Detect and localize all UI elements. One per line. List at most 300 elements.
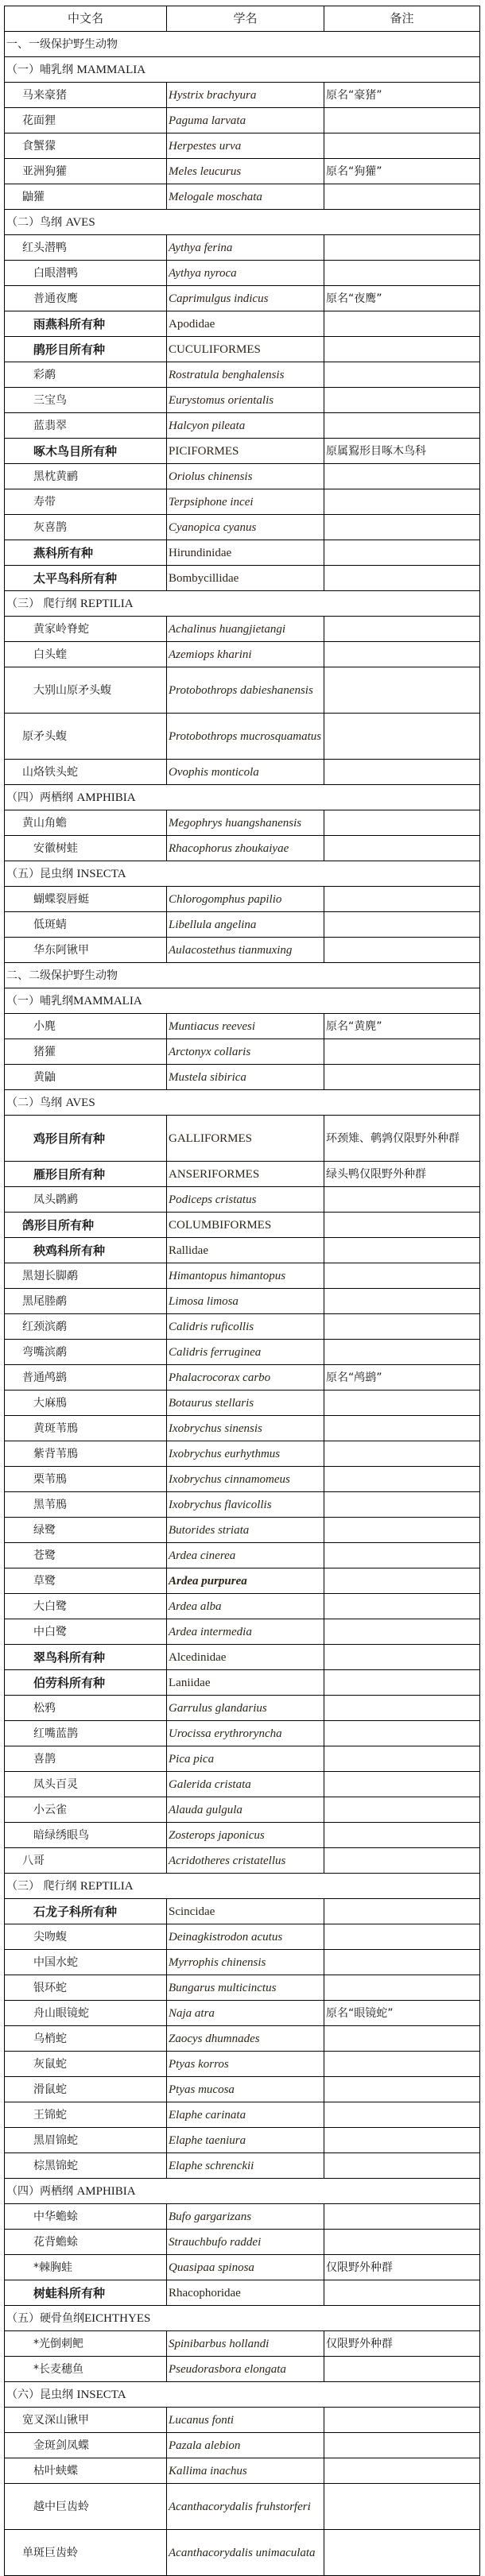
scientific-name-cell: Eurystomus orientalis xyxy=(167,388,324,413)
scientific-name-cell: Mustela sibirica xyxy=(167,1065,324,1090)
remarks-cell: 仅限野外种群 xyxy=(324,2255,480,2280)
chinese-name-cell: 王锦蛇 xyxy=(5,2102,167,2128)
chinese-name-cell: 三宝鸟 xyxy=(5,388,167,413)
table-row xyxy=(5,1238,480,1263)
remarks-cell: 原名“黄麂” xyxy=(324,1014,480,1039)
scientific-name-cell: Halcyon pileata xyxy=(167,413,324,439)
remarks-cell: 原名“豪猪” xyxy=(324,83,480,108)
scientific-name-cell: Zosterops japonicus xyxy=(167,1823,324,1848)
class-heading xyxy=(5,1874,480,1899)
scientific-name-cell: Ardea alba xyxy=(167,1594,324,1619)
chinese-name-cell: 白头蝰 xyxy=(5,642,167,667)
remarks-cell xyxy=(324,2408,480,2433)
scientific-name-cell: Melogale moschata xyxy=(167,184,324,210)
remarks-cell xyxy=(324,2357,480,2382)
scientific-name-cell: Libellula angelina xyxy=(167,912,324,938)
group-heading: 二、二级保护野生动物 xyxy=(5,963,480,988)
chinese-name-cell: 黄鼬 xyxy=(5,1065,167,1090)
scientific-name-cell: Ixobrychus cinnamomeus xyxy=(167,1467,324,1492)
remarks-cell xyxy=(324,1289,480,1314)
table-row xyxy=(5,1467,480,1492)
chinese-name-cell: 燕科所有种 xyxy=(5,540,167,566)
table-row xyxy=(5,1065,480,1090)
chinese-name-cell: 亚洲狗獾 xyxy=(5,159,167,184)
table-row xyxy=(5,83,480,108)
chinese-name-cell: 越中巨齿蛉 xyxy=(5,2484,167,2530)
protected-species-table xyxy=(4,6,480,2576)
table-row xyxy=(5,464,480,489)
table-row xyxy=(5,1365,480,1390)
remarks-cell xyxy=(324,464,480,489)
scientific-name-cell: Ovophis monticola xyxy=(167,760,324,785)
scientific-name-cell: Pazala alebion xyxy=(167,2433,324,2458)
remarks-cell xyxy=(324,1619,480,1645)
chinese-name-cell: 中华蟾蜍 xyxy=(5,2204,167,2230)
class-heading xyxy=(5,591,480,617)
remarks-cell xyxy=(324,1065,480,1090)
table-row xyxy=(5,2357,480,2382)
scientific-name-cell: Rostratula benghalensis xyxy=(167,362,324,388)
remarks-cell xyxy=(324,1543,480,1568)
scientific-name-cell: Zaocys dhumnades xyxy=(167,2026,324,2052)
table-row xyxy=(5,413,480,439)
table-row xyxy=(5,887,480,912)
table-row xyxy=(5,1721,480,1746)
remarks-cell xyxy=(324,2077,480,2102)
table-row xyxy=(5,1116,480,1162)
remarks-cell: 仅限野外种群 xyxy=(324,2331,480,2357)
remarks-cell xyxy=(324,1340,480,1365)
remarks-cell xyxy=(324,362,480,388)
remarks-cell xyxy=(324,2026,480,2052)
table-row xyxy=(5,1416,480,1441)
chinese-name-cell: 小云雀 xyxy=(5,1797,167,1823)
remarks-cell xyxy=(324,413,480,439)
remarks-cell xyxy=(324,515,480,540)
scientific-name-cell: Elaphe taeniura xyxy=(167,2128,324,2153)
scientific-name-cell: Limosa limosa xyxy=(167,1289,324,1314)
remarks-cell xyxy=(324,938,480,963)
remarks-cell xyxy=(324,311,480,337)
chinese-name-cell: *棘胸蛙 xyxy=(5,2255,167,2280)
class-heading-label: （一）哺乳纲 xyxy=(6,63,77,76)
scientific-name-cell: Apodidae xyxy=(167,311,324,337)
chinese-name-cell: 银环蛇 xyxy=(5,1975,167,2001)
table-row xyxy=(5,1975,480,2001)
chinese-name-cell: 黑尾塍鹬 xyxy=(5,1289,167,1314)
scientific-name-cell: Alcedinidae xyxy=(167,1645,324,1670)
table-row xyxy=(5,1848,480,1874)
table-row xyxy=(5,362,480,388)
table-row xyxy=(5,1670,480,1696)
scientific-name-cell: Ixobrychus eurhythmus xyxy=(167,1441,324,1467)
class-heading-latin: MAMMALIA xyxy=(73,994,142,1008)
table-row xyxy=(5,912,480,938)
table-row xyxy=(5,1645,480,1670)
remarks-cell xyxy=(324,1975,480,2001)
table-row xyxy=(5,2153,480,2179)
chinese-name-cell: 紫背苇鳽 xyxy=(5,1441,167,1467)
scientific-name-cell: Ixobrychus sinensis xyxy=(167,1416,324,1441)
table-row xyxy=(5,2408,480,2433)
table-body xyxy=(5,32,480,2576)
class-heading-row xyxy=(5,861,480,887)
scientific-name-cell: Acanthacorydalis fruhstorferi xyxy=(167,2484,324,2530)
table-row xyxy=(5,1518,480,1543)
chinese-name-cell: 普通鸬鹚 xyxy=(5,1365,167,1390)
chinese-name-cell: 蓝翡翠 xyxy=(5,413,167,439)
scientific-name-cell: Strauchbufo raddei xyxy=(167,2230,324,2255)
remarks-cell xyxy=(324,810,480,836)
table-row xyxy=(5,2458,480,2484)
scientific-name-cell: Megophrys huangshanensis xyxy=(167,810,324,836)
table-row xyxy=(5,2052,480,2077)
chinese-name-cell: 红头潜鸭 xyxy=(5,235,167,261)
table-row xyxy=(5,489,480,515)
chinese-name-cell: 啄木鸟目所有种 xyxy=(5,439,167,464)
scientific-name-cell: GALLIFORMES xyxy=(167,1116,324,1162)
chinese-name-cell: 鹃形目所有种 xyxy=(5,337,167,362)
chinese-name-cell: 黄山角蟾 xyxy=(5,810,167,836)
scientific-name-cell: Bungarus multicinctus xyxy=(167,1975,324,2001)
table-row xyxy=(5,2128,480,2153)
chinese-name-cell: 黑翅长脚鹬 xyxy=(5,1263,167,1289)
class-heading xyxy=(5,1090,480,1116)
remarks-cell xyxy=(324,1645,480,1670)
chinese-name-cell: 灰鼠蛇 xyxy=(5,2052,167,2077)
table-row xyxy=(5,388,480,413)
scientific-name-cell: Rallidae xyxy=(167,1238,324,1263)
chinese-name-cell: 绿鹭 xyxy=(5,1518,167,1543)
table-row xyxy=(5,810,480,836)
scientific-name-cell: Oriolus chinensis xyxy=(167,464,324,489)
table-row xyxy=(5,2102,480,2128)
remarks-cell xyxy=(324,133,480,159)
chinese-name-cell: 暗绿绣眼鸟 xyxy=(5,1823,167,1848)
scientific-name-cell: Ardea purpurea xyxy=(167,1568,324,1594)
chinese-name-cell: 黑枕黄鹂 xyxy=(5,464,167,489)
remarks-cell xyxy=(324,1441,480,1467)
table-row xyxy=(5,337,480,362)
table-row xyxy=(5,760,480,785)
remarks-cell xyxy=(324,1187,480,1213)
remarks-cell xyxy=(324,1721,480,1746)
scientific-name-cell: Meles leucurus xyxy=(167,159,324,184)
chinese-name-cell: 白眼潜鸭 xyxy=(5,261,167,286)
table-row xyxy=(5,286,480,311)
remarks-cell: 绿头鸭仅限野外种群 xyxy=(324,1162,480,1187)
scientific-name-cell: Urocissa erythroryncha xyxy=(167,1721,324,1746)
table-row xyxy=(5,938,480,963)
table-row xyxy=(5,1187,480,1213)
class-heading-row xyxy=(5,57,480,83)
scientific-name-cell: Hirundinidae xyxy=(167,540,324,566)
scientific-name-cell: Achalinus huangjietangi xyxy=(167,617,324,642)
remarks-cell xyxy=(324,1670,480,1696)
table-row xyxy=(5,1314,480,1340)
table-row xyxy=(5,2204,480,2230)
table-row xyxy=(5,1390,480,1416)
scientific-name-cell: Kallima inachus xyxy=(167,2458,324,2484)
scientific-name-cell: Aulacostethus tianmuxing xyxy=(167,938,324,963)
table-row xyxy=(5,311,480,337)
chinese-name-cell: 彩鹬 xyxy=(5,362,167,388)
header-scientific-name: 学名 xyxy=(167,6,324,32)
scientific-name-cell: Laniidae xyxy=(167,1670,324,1696)
table-row xyxy=(5,1568,480,1594)
remarks-cell xyxy=(324,1696,480,1721)
chinese-name-cell: 寿带 xyxy=(5,489,167,515)
table-row xyxy=(5,159,480,184)
class-heading xyxy=(5,2382,480,2408)
scientific-name-cell: Elaphe carinata xyxy=(167,2102,324,2128)
class-heading-latin: INSECTA xyxy=(76,867,126,880)
class-heading-label: （二）鸟纲 xyxy=(6,1096,66,1109)
remarks-cell xyxy=(324,1950,480,1975)
chinese-name-cell: 中国水蛇 xyxy=(5,1950,167,1975)
remarks-cell: 环颈雉、鹌鹑仅限野外种群 xyxy=(324,1116,480,1162)
table-row xyxy=(5,1823,480,1848)
remarks-cell xyxy=(324,184,480,210)
chinese-name-cell: 鸽形目所有种 xyxy=(5,1213,167,1238)
table-row xyxy=(5,184,480,210)
class-heading xyxy=(5,57,480,83)
scientific-name-cell: Acanthacorydalis unimaculata xyxy=(167,2530,324,2576)
table-row xyxy=(5,667,480,714)
chinese-name-cell: 大白鹭 xyxy=(5,1594,167,1619)
class-heading-label: （三） 爬行纲 xyxy=(6,1879,80,1893)
remarks-cell xyxy=(324,489,480,515)
chinese-name-cell: 花面狸 xyxy=(5,108,167,133)
scientific-name-cell: Acridotheres cristatellus xyxy=(167,1848,324,1874)
table-row xyxy=(5,617,480,642)
class-heading-row xyxy=(5,2179,480,2204)
table-row xyxy=(5,2026,480,2052)
remarks-cell xyxy=(324,2102,480,2128)
remarks-cell xyxy=(324,642,480,667)
class-heading-label: （五）硬骨鱼纲 xyxy=(6,2311,84,2325)
table-row xyxy=(5,1772,480,1797)
class-heading-latin: AVES xyxy=(65,215,95,229)
scientific-name-cell: Pseudorasbora elongata xyxy=(167,2357,324,2382)
class-heading-latin: AVES xyxy=(65,1096,95,1109)
scientific-name-cell: Ardea cinerea xyxy=(167,1543,324,1568)
chinese-name-cell: *光倒刺鲃 xyxy=(5,2331,167,2357)
scientific-name-cell: Myrrophis chinensis xyxy=(167,1950,324,1975)
class-heading-label: （四）两栖纲 xyxy=(6,791,77,804)
scientific-name-cell: Terpsiphone incei xyxy=(167,489,324,515)
chinese-name-cell: 大别山原矛头蝮 xyxy=(5,667,167,714)
table-row xyxy=(5,1213,480,1238)
remarks-cell xyxy=(324,760,480,785)
chinese-name-cell: 蝴蝶裂唇蜓 xyxy=(5,887,167,912)
remarks-cell xyxy=(324,1467,480,1492)
class-heading-latin: EICHTHYES xyxy=(84,2311,151,2325)
table-row xyxy=(5,1619,480,1645)
chinese-name-cell: 红颈滨鹬 xyxy=(5,1314,167,1340)
chinese-name-cell: 灰喜鹊 xyxy=(5,515,167,540)
chinese-name-cell: 猪獾 xyxy=(5,1039,167,1065)
remarks-cell xyxy=(324,540,480,566)
scientific-name-cell: Aythya nyroca xyxy=(167,261,324,286)
scientific-name-cell: Cyanopica cyanus xyxy=(167,515,324,540)
chinese-name-cell: 花背蟾蜍 xyxy=(5,2230,167,2255)
scientific-name-cell: Spinibarbus hollandi xyxy=(167,2331,324,2357)
group-heading: 一、一级保护野生动物 xyxy=(5,32,480,57)
remarks-cell xyxy=(324,2052,480,2077)
scientific-name-cell: Protobothrops dabieshanensis xyxy=(167,667,324,714)
remarks-cell xyxy=(324,2230,480,2255)
scientific-name-cell: CUCULIFORMES xyxy=(167,337,324,362)
scientific-name-cell: PICIFORMES xyxy=(167,439,324,464)
scientific-name-cell: Arctonyx collaris xyxy=(167,1039,324,1065)
chinese-name-cell: 食蟹獴 xyxy=(5,133,167,159)
remarks-cell xyxy=(324,108,480,133)
chinese-name-cell: 草鹭 xyxy=(5,1568,167,1594)
remarks-cell xyxy=(324,1518,480,1543)
remarks-cell xyxy=(324,1039,480,1065)
group-heading-row xyxy=(5,32,480,57)
chinese-name-cell: 中白鹭 xyxy=(5,1619,167,1645)
chinese-name-cell: 弯嘴滨鹬 xyxy=(5,1340,167,1365)
scientific-name-cell: Podiceps cristatus xyxy=(167,1187,324,1213)
class-heading-row xyxy=(5,591,480,617)
remarks-cell xyxy=(324,1416,480,1441)
scientific-name-cell: Phalacrocorax carbo xyxy=(167,1365,324,1390)
chinese-name-cell: 滑鼠蛇 xyxy=(5,2077,167,2102)
scientific-name-cell: Alauda gulgula xyxy=(167,1797,324,1823)
table-row xyxy=(5,108,480,133)
class-heading-label: （五）昆虫纲 xyxy=(6,867,77,880)
table-row xyxy=(5,2001,480,2026)
scientific-name-cell: Rhacophoridae xyxy=(167,2280,324,2306)
remarks-cell xyxy=(324,1797,480,1823)
class-heading-row xyxy=(5,785,480,810)
remarks-cell xyxy=(324,2153,480,2179)
chinese-name-cell: 黑苇鳽 xyxy=(5,1492,167,1518)
scientific-name-cell: Ardea intermedia xyxy=(167,1619,324,1645)
chinese-name-cell: 棕黑锦蛇 xyxy=(5,2153,167,2179)
remarks-cell xyxy=(324,1314,480,1340)
remarks-cell xyxy=(324,912,480,938)
class-heading-row xyxy=(5,1874,480,1899)
remarks-cell xyxy=(324,1848,480,1874)
chinese-name-cell: 树蛙科所有种 xyxy=(5,2280,167,2306)
class-heading-latin: AMPHIBIA xyxy=(76,2184,136,2198)
table-row xyxy=(5,1899,480,1924)
remarks-cell xyxy=(324,2530,480,2576)
class-heading-latin: INSECTA xyxy=(76,2388,126,2401)
chinese-name-cell: 秧鸡科所有种 xyxy=(5,1238,167,1263)
scientific-name-cell: Botaurus stellaris xyxy=(167,1390,324,1416)
scientific-name-cell: Naja atra xyxy=(167,2001,324,2026)
table-row xyxy=(5,2255,480,2280)
table-row xyxy=(5,1441,480,1467)
remarks-cell xyxy=(324,617,480,642)
class-heading-row xyxy=(5,2382,480,2408)
remarks-cell xyxy=(324,1823,480,1848)
group-heading-row xyxy=(5,963,480,988)
table-row xyxy=(5,1696,480,1721)
chinese-name-cell: 黑眉锦蛇 xyxy=(5,2128,167,2153)
table-row xyxy=(5,1162,480,1187)
remarks-cell xyxy=(324,836,480,861)
scientific-name-cell: Calidris ferruginea xyxy=(167,1340,324,1365)
scientific-name-cell: Paguma larvata xyxy=(167,108,324,133)
header-row xyxy=(5,6,480,32)
scientific-name-cell: Ixobrychus flavicollis xyxy=(167,1492,324,1518)
chinese-name-cell: 尖吻蝮 xyxy=(5,1924,167,1950)
remarks-cell xyxy=(324,2204,480,2230)
remarks-cell xyxy=(324,1263,480,1289)
remarks-cell xyxy=(324,1390,480,1416)
chinese-name-cell: 苍鹭 xyxy=(5,1543,167,1568)
chinese-name-cell: 枯叶蛱蝶 xyxy=(5,2458,167,2484)
remarks-cell xyxy=(324,1238,480,1263)
table-row xyxy=(5,1594,480,1619)
class-heading-row xyxy=(5,988,480,1014)
remarks-cell xyxy=(324,2484,480,2530)
scientific-name-cell: ANSERIFORMES xyxy=(167,1162,324,1187)
chinese-name-cell: 鸡形目所有种 xyxy=(5,1116,167,1162)
remarks-cell xyxy=(324,1899,480,1924)
chinese-name-cell: 原矛头蝮 xyxy=(5,714,167,760)
table-row xyxy=(5,1924,480,1950)
remarks-cell xyxy=(324,667,480,714)
class-heading-label: （六）昆虫纲 xyxy=(6,2388,77,2401)
chinese-name-cell: 单斑巨齿蛉 xyxy=(5,2530,167,2576)
remarks-cell: 原名“鸬鹚” xyxy=(324,1365,480,1390)
table-row xyxy=(5,566,480,591)
header-remarks: 备注 xyxy=(324,6,480,32)
table-row xyxy=(5,2077,480,2102)
table-row xyxy=(5,235,480,261)
chinese-name-cell: 华东阿锹甲 xyxy=(5,938,167,963)
scientific-name-cell: Galerida cristata xyxy=(167,1772,324,1797)
remarks-cell xyxy=(324,714,480,760)
remarks-cell xyxy=(324,2128,480,2153)
scientific-name-cell: Ptyas korros xyxy=(167,2052,324,2077)
class-heading xyxy=(5,988,480,1014)
scientific-name-cell: Chlorogomphus papilio xyxy=(167,887,324,912)
table-row xyxy=(5,1950,480,1975)
scientific-name-cell: Calidris ruficollis xyxy=(167,1314,324,1340)
scientific-name-cell: Rhacophorus zhoukaiyae xyxy=(167,836,324,861)
class-heading xyxy=(5,2179,480,2204)
table-row xyxy=(5,1039,480,1065)
chinese-name-cell: 石龙子科所有种 xyxy=(5,1899,167,1924)
remarks-cell xyxy=(324,235,480,261)
scientific-name-cell: Himantopus himantopus xyxy=(167,1263,324,1289)
scientific-name-cell: Herpestes urva xyxy=(167,133,324,159)
scientific-name-cell: Garrulus glandarius xyxy=(167,1696,324,1721)
chinese-name-cell: 凤头䴙䴘 xyxy=(5,1187,167,1213)
chinese-name-cell: 普通夜鹰 xyxy=(5,286,167,311)
scientific-name-cell: Caprimulgus indicus xyxy=(167,286,324,311)
table-row xyxy=(5,515,480,540)
remarks-cell xyxy=(324,1594,480,1619)
chinese-name-cell: 太平鸟科所有种 xyxy=(5,566,167,591)
class-heading-label: （三） 爬行纲 xyxy=(6,597,80,610)
scientific-name-cell: Azemiops kharini xyxy=(167,642,324,667)
scientific-name-cell: Muntiacus reevesi xyxy=(167,1014,324,1039)
table-row xyxy=(5,2331,480,2357)
remarks-cell xyxy=(324,887,480,912)
chinese-name-cell: 乌梢蛇 xyxy=(5,2026,167,2052)
remarks-cell: 原名“夜鹰” xyxy=(324,286,480,311)
chinese-name-cell: 舟山眼镜蛇 xyxy=(5,2001,167,2026)
chinese-name-cell: 红嘴蓝鹊 xyxy=(5,1721,167,1746)
